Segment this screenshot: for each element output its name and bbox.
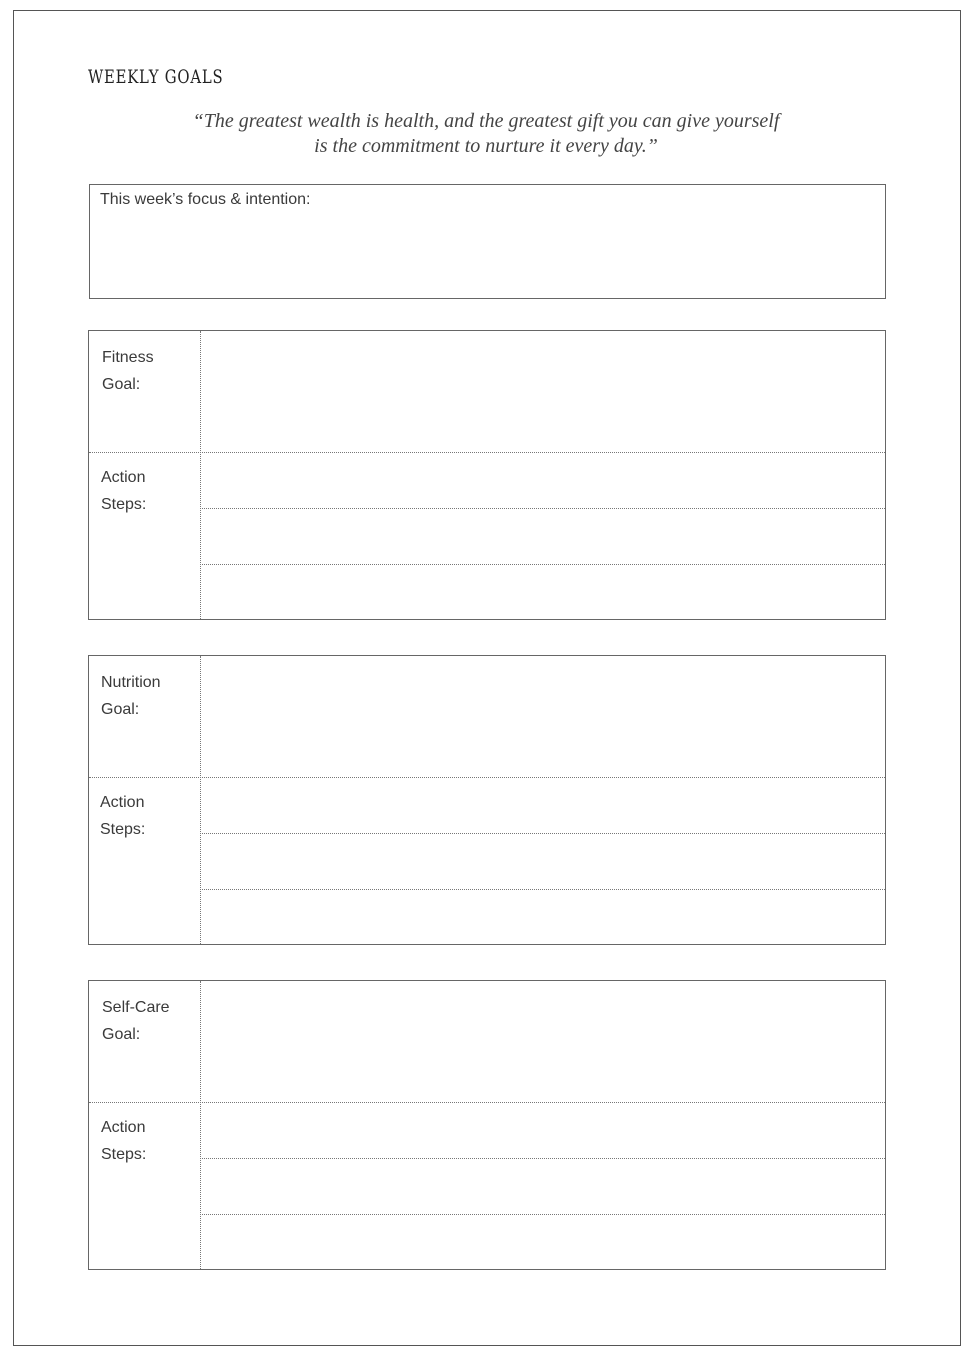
column-divider <box>200 981 201 1269</box>
page-title: WEEKLY GOALS <box>88 66 224 88</box>
self-care-goal-label: Self-Care Goal: <box>102 999 170 1043</box>
fitness-goal-label: Fitness Goal: <box>102 349 154 393</box>
self-care-goal-block <box>88 980 886 1270</box>
nutrition-goal-label: Nutrition Goal: <box>101 674 161 718</box>
nutrition-goal-block <box>88 655 886 945</box>
row-divider <box>89 452 885 453</box>
focus-intention-label: This week’s focus & intention: <box>100 191 311 208</box>
nutrition-action-steps-label: Action Steps: <box>100 794 146 838</box>
column-divider <box>200 656 201 944</box>
step-line <box>200 508 885 509</box>
step-line <box>200 564 885 565</box>
row-divider <box>89 777 885 778</box>
quote-line-1: “The greatest wealth is health, and the greatest gift you can give yourself <box>192 110 780 132</box>
quote <box>88 109 884 159</box>
step-line <box>200 833 885 834</box>
focus-intention-box[interactable] <box>89 184 886 299</box>
column-divider <box>200 331 201 619</box>
fitness-action-steps-label: Action Steps: <box>101 469 147 513</box>
step-line <box>200 889 885 890</box>
fitness-goal-block <box>88 330 886 620</box>
self-care-action-steps-label: Action Steps: <box>101 1119 147 1163</box>
step-line <box>200 1214 885 1215</box>
row-divider <box>89 1102 885 1103</box>
quote-line-2: is the commitment to nurture it every day.” <box>314 135 658 157</box>
step-line <box>200 1158 885 1159</box>
